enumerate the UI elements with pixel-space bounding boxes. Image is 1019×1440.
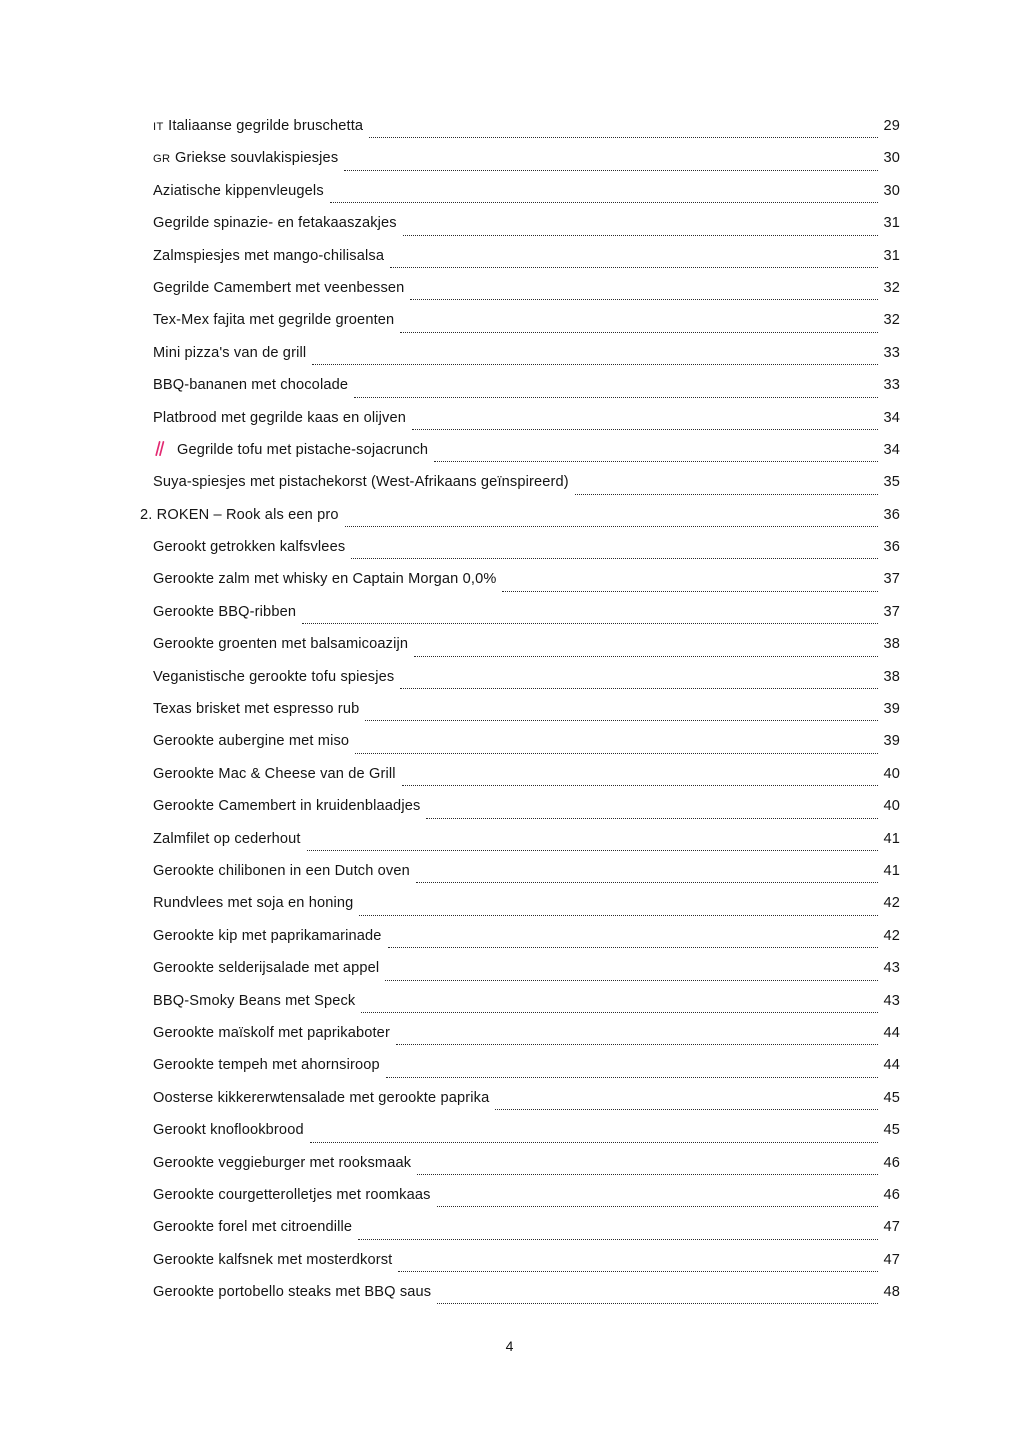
toc-entry-title [153,369,354,401]
dot-leader [437,1206,878,1207]
toc-entry-label: Gerookte tempeh met ahornsiroop [153,1057,380,1074]
toc-page-number: 48 [883,1284,900,1301]
dot-leader [302,623,878,624]
toc-entry[interactable] [140,628,900,660]
toc-entry-label: Aziatische kippenvleugels [153,182,324,199]
dot-leader [400,688,878,689]
toc-entry-label: Gerookte courgetterolletjes met roomkaas [153,1186,431,1203]
toc-entry[interactable] [140,499,900,531]
toc-entry-label: Oosterse kikkererwtensalade met gerookte paprika [153,1089,490,1106]
dot-leader [502,591,878,592]
toc-entry-title [153,1211,358,1243]
toc-page-number: 47 [883,1219,900,1236]
toc-entry[interactable] [140,110,900,142]
dot-leader [417,1174,878,1175]
country-code-prefix: IT [153,121,164,133]
toc-entry-label: Texas brisket met espresso rub [153,701,360,718]
toc-entry-title [153,823,307,855]
toc-entry-title [153,466,575,498]
toc-entry[interactable] [140,175,900,207]
toc-entry-title [153,661,400,693]
toc-page-number: 37 [883,571,900,588]
dot-leader [426,818,878,819]
toc-entry-title [153,337,312,369]
toc-entry[interactable] [140,434,900,466]
dot-leader [345,526,878,527]
dot-leader [351,558,878,559]
toc-entry-label: Suya-spiesjes met pistachekorst (West-Afrikaans geïnspireerd) [153,474,569,491]
dot-leader [400,332,878,333]
toc-entry-title [153,920,388,952]
toc-entry[interactable] [140,887,900,919]
toc-page-number: 45 [883,1122,900,1139]
dot-leader [403,235,878,236]
toc-page-number: 46 [883,1186,900,1203]
toc-entry-title [153,1179,437,1211]
dot-leader [365,720,878,721]
toc-entry-title [153,304,400,336]
dot-leader [437,1303,878,1304]
toc-page-number: 37 [883,603,900,620]
toc-entry-title [140,499,345,531]
toc-entry[interactable] [140,466,900,498]
toc-entry-label: Gerookte maïskolf met paprikaboter [153,1024,390,1041]
toc-entry-label: Griekse souvlakispiesjes [174,150,339,167]
toc-entry[interactable] [140,823,900,855]
dot-leader [358,1239,878,1240]
toc-entry-title [153,531,351,563]
toc-entry[interactable] [140,790,900,822]
toc-entry[interactable] [140,207,900,239]
toc-entry-title [153,402,412,434]
toc-page-number: 33 [883,377,900,394]
table-of-contents [140,110,900,1308]
toc-entry-title [153,434,434,466]
dot-leader [369,137,878,138]
toc-entry[interactable] [140,337,900,369]
toc-page-number: 38 [883,668,900,685]
dot-leader [396,1044,878,1045]
toc-entry-label: Gegrilde tofu met pistache-sojacrunch [177,441,429,458]
toc-page-number: 44 [883,1057,900,1074]
dot-leader [416,882,878,883]
toc-entry-label: Gegrilde spinazie- en fetakaaszakjes [153,215,397,232]
toc-entry-label: Gerookt knoflookbrood [153,1122,304,1139]
toc-entry[interactable] [140,1244,900,1276]
dot-leader [410,299,878,300]
toc-entry-label: Gegrilde Camembert met veenbessen [153,279,405,296]
toc-entry-label: Italiaanse gegrilde bruschetta [168,118,364,134]
toc-page-number: 31 [883,215,900,232]
toc-entry-label: Gerookte portobello steaks met BBQ saus [153,1284,432,1301]
toc-entry-title [153,1244,398,1276]
toc-entry-label: BBQ-bananen met chocolade [153,377,349,394]
toc-page-number: 32 [883,279,900,296]
dot-leader [330,202,878,203]
toc-entry-label: Gerookte Mac & Cheese van de Grill [153,765,396,782]
dot-leader [385,980,878,981]
dot-leader [307,850,878,851]
toc-page-number: 31 [883,247,900,264]
toc-page-number: 45 [883,1089,900,1106]
footer-page-number: 4 [505,1338,514,1354]
toc-page-number: 29 [883,118,900,134]
toc-entry-title [153,790,426,822]
toc-entry[interactable] [140,693,900,725]
toc-entry-title [153,142,344,175]
toc-entry-title [153,207,403,239]
toc-entry-title [153,952,385,984]
toc-entry[interactable] [140,1017,900,1049]
toc-entry-label: Gerookte groenten met balsamicoazijn [153,636,409,653]
toc-entry-label: Gerookte Camembert in kruidenblaadjes [153,798,421,815]
toc-page-number: 47 [883,1251,900,1268]
toc-page-number: 44 [883,1024,900,1041]
toc-entry-label: Platbrood met gegrilde kaas en olijven [153,409,406,426]
toc-page-number: 36 [883,506,900,523]
toc-page-number: 39 [883,701,900,718]
toc-entry-label: Gerookte chilibonen in een Dutch oven [153,862,410,879]
toc-entry[interactable] [140,855,900,887]
dot-leader [495,1109,878,1110]
toc-entry-title [153,1082,495,1114]
toc-page-number: 34 [883,441,900,458]
toc-entry[interactable] [140,1114,900,1146]
vegan-marker-icon [153,441,166,456]
dot-leader [344,170,878,171]
toc-entry-title [153,725,355,757]
toc-entry-title [153,1017,396,1049]
toc-entry[interactable] [140,920,900,952]
toc-page-number: 43 [883,992,900,1009]
toc-entry-title [153,240,390,272]
toc-entry[interactable] [140,402,900,434]
toc-entry-label: Gerookte zalm met whisky en Captain Morgan 0,0% [153,571,497,588]
toc-entry-label: Gerookte kip met paprikamarinade [153,927,382,944]
toc-entry[interactable] [140,563,900,595]
toc-page-number: 33 [883,344,900,361]
toc-entry[interactable] [140,1211,900,1243]
toc-entry[interactable] [140,952,900,984]
toc-page-number: 42 [883,927,900,944]
toc-entry-title [153,1049,386,1081]
dot-leader [414,656,878,657]
toc-entry[interactable] [140,304,900,336]
toc-entry[interactable] [140,596,900,628]
toc-page-number: 36 [883,539,900,556]
toc-entry-label: Gerookte aubergine met miso [153,733,350,750]
toc-entry-label: Zalmspiesjes met mango-chilisalsa [153,247,385,264]
toc-page-number: 35 [883,474,900,491]
toc-page-number: 42 [883,895,900,912]
toc-entry-label: Gerookte forel met citroendille [153,1219,353,1236]
toc-entry-label: Gerookte BBQ-ribben [153,603,297,620]
toc-entry-title [153,985,361,1017]
toc-entry-label: Gerookte veggieburger met rooksmaak [153,1154,412,1171]
toc-entry[interactable] [140,725,900,757]
toc-page-number: 40 [883,798,900,815]
dot-leader [575,494,878,495]
toc-page-number: 32 [883,312,900,329]
toc-entry-title [153,110,369,143]
toc-page-number: 43 [883,960,900,977]
toc-page-number: 30 [883,150,900,167]
dot-leader [359,915,878,916]
toc-entry-title [153,628,414,660]
toc-page-number: 41 [883,830,900,847]
dot-leader [312,364,878,365]
toc-page-number: 46 [883,1154,900,1171]
toc-entry-label: Veganistische gerookte tofu spiesjes [153,668,395,685]
toc-entry[interactable] [140,985,900,1017]
dot-leader [386,1077,878,1078]
toc-page-number: 38 [883,636,900,653]
toc-page-number: 40 [883,765,900,782]
toc-entry-label: Mini pizza's van de grill [153,344,307,361]
toc-page-number: 39 [883,733,900,750]
toc-entry[interactable] [140,1179,900,1211]
toc-entry-label: Rundvlees met soja en honing [153,895,354,912]
toc-page-number: 41 [883,862,900,879]
dot-leader [354,397,878,398]
dot-leader [398,1271,878,1272]
toc-entry-title [153,693,365,725]
toc-entry-title [153,563,502,595]
toc-entry-label: Gerookte kalfsnek met mosterdkorst [153,1251,393,1268]
toc-entry-label: BBQ-Smoky Beans met Speck [153,992,356,1009]
toc-entry-label: Tex-Mex fajita met gegrilde groenten [153,312,395,329]
toc-entry[interactable] [140,369,900,401]
dot-leader [310,1142,878,1143]
toc-entry[interactable] [140,1082,900,1114]
toc-entry[interactable] [140,240,900,272]
toc-entry-label: Gerookt getrokken kalfsvlees [153,539,346,556]
toc-entry-title [153,596,302,628]
toc-entry[interactable] [140,272,900,304]
dot-leader [361,1012,878,1013]
toc-entry-title [153,887,359,919]
toc-entry-title [153,758,402,790]
toc-entry-title [153,1114,310,1146]
dot-leader [388,947,878,948]
toc-entry[interactable] [140,1049,900,1081]
toc-entry-title [153,1276,437,1308]
toc-entry-label: Zalmfilet op cederhout [153,830,301,847]
toc-entry-title [153,175,330,207]
toc-entry-label: Gerookte selderijsalade met appel [153,960,380,977]
toc-entry-title [153,1147,417,1179]
dot-leader [402,785,878,786]
toc-entry[interactable] [140,1147,900,1179]
dot-leader [412,429,878,430]
toc-entry[interactable] [140,531,900,563]
toc-page-number: 30 [883,182,900,199]
country-code-prefix: GR [153,153,171,166]
toc-entry[interactable] [140,661,900,693]
toc-entry[interactable] [140,1276,900,1308]
toc-entry-title [153,272,410,304]
dot-leader [434,461,878,462]
dot-leader [355,753,878,754]
dot-leader [390,267,878,268]
toc-entry-title [153,855,416,887]
toc-page-number: 34 [883,409,900,426]
toc-entry[interactable] [140,758,900,790]
toc-entry[interactable] [140,142,900,174]
toc-entry-label: 2. ROKEN – Rook als een pro [140,506,339,523]
